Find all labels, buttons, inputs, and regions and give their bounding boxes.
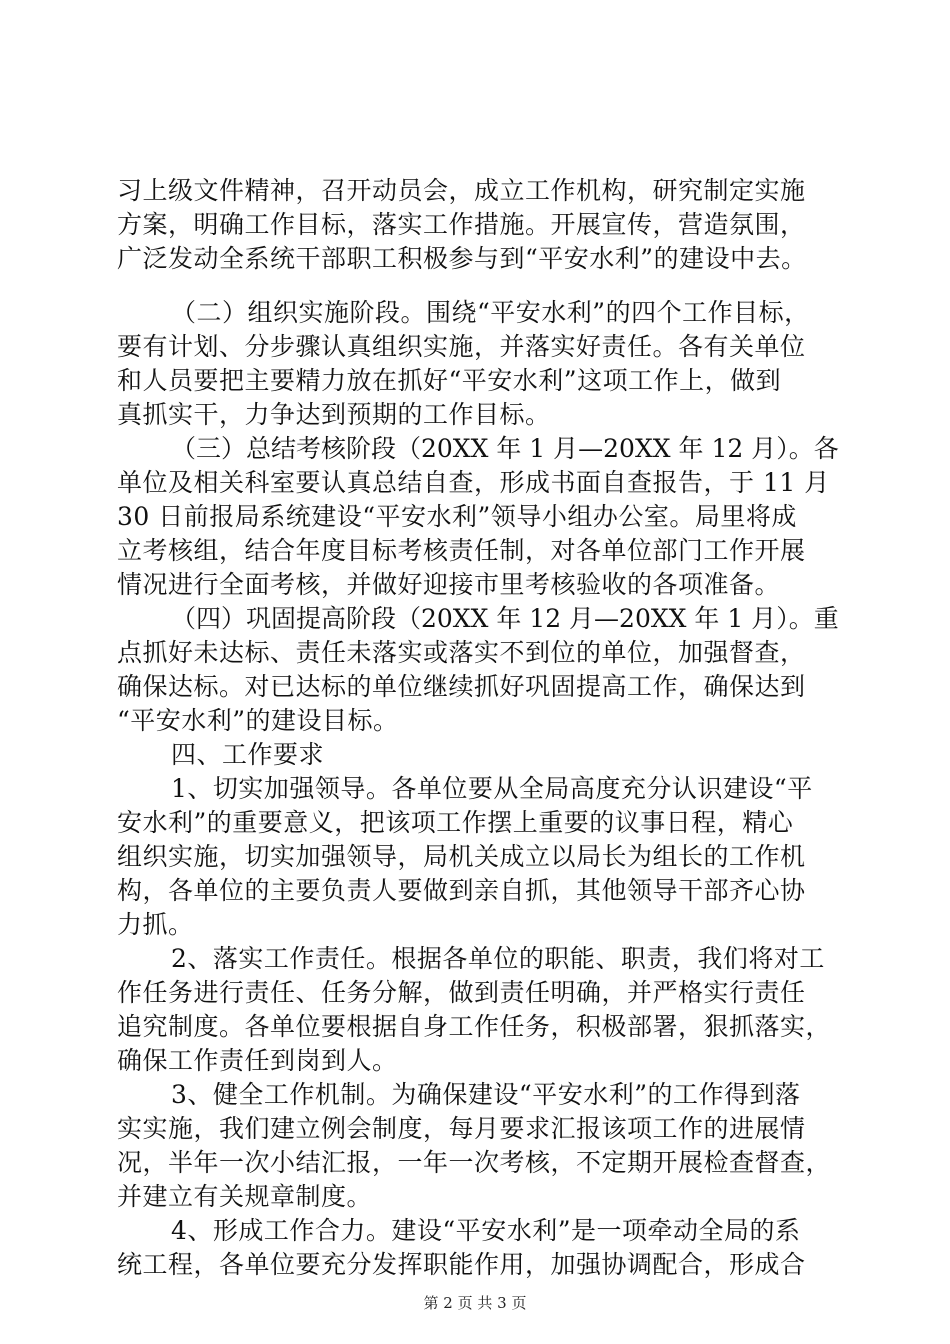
text-line: 广泛发动全系统干部职工积极参与到“平安水利”的建设中去。 (117, 244, 807, 273)
text-line: 和人员要把主要精力放在抓好“平安水利”这项工作上，做到 (117, 366, 782, 395)
text-line: 4、形成工作合力。建设“平安水利”是一项牵动全局的系 (171, 1216, 801, 1245)
text-line: 实实施，我们建立例会制度，每月要求汇报该项工作的进展情 (117, 1114, 806, 1143)
text-line: 作任务进行责任、任务分解，做到责任明确，并严格实行责任 (117, 978, 806, 1007)
page-number-footer: 第 2 页 共 3 页 (423, 1294, 527, 1312)
text-line: （三）总结考核阶段（20XX 年 1 月—20XX 年 12 月）。各 (171, 434, 839, 463)
text-line: 安水利”的重要意义，把该项工作摆上重要的议事日程，精心 (117, 808, 794, 837)
text-line: 情况进行全面考核，并做好迎接市里考核验收的各项准备。 (117, 570, 781, 599)
text-line: 况，半年一次小结汇报，一年一次考核，不定期开展检查督查， (117, 1148, 832, 1177)
text-line: 统工程，各单位要充分发挥职能作用，加强协调配合，形成合 (117, 1250, 806, 1279)
text-line: 点抓好未达标、责任未落实或落实不到位的单位，加强督查， (117, 638, 806, 667)
section-heading: 四、工作要求 (171, 740, 325, 769)
text-line: 构，各单位的主要负责人要做到亲自抓，其他领导干部齐心协 (117, 876, 806, 905)
text-line: 立考核组，结合年度目标考核责任制，对各单位部门工作开展 (117, 536, 806, 565)
text-line: 2、落实工作责任。根据各单位的职能、职责，我们将对工 (171, 944, 825, 973)
text-line: （四）巩固提高阶段（20XX 年 12 月—20XX 年 1 月）。重 (171, 604, 839, 633)
text-line: 单位及相关科室要认真总结自查，形成书面自查报告，于 11 月 (117, 468, 830, 497)
text-line: 力抓。 (117, 910, 194, 939)
text-line: 真抓实干，力争达到预期的工作目标。 (117, 400, 551, 429)
text-line: 3、健全工作机制。为确保建设“平安水利”的工作得到落 (171, 1080, 801, 1109)
text-line: 追究制度。各单位要根据自身工作任务，积极部署，狠抓落实， (117, 1012, 832, 1041)
text-line: 要有计划、分步骤认真组织实施，并落实好责任。各有关单位 (117, 332, 806, 361)
text-line: 方案，明确工作目标，落实工作措施。开展宣传，营造氛围， (117, 210, 806, 239)
text-line: 30 日前报局系统建设“平安水利”领导小组办公室。局里将成 (117, 502, 797, 531)
text-line: 习上级文件精神，召开动员会，成立工作机构，研究制定实施 (117, 176, 806, 205)
text-line: 1、切实加强领导。各单位要从全局高度充分认识建设“平 (171, 774, 813, 803)
text-line: 并建立有关规章制度。 (117, 1182, 373, 1211)
text-line: 组织实施，切实加强领导，局机关成立以局长为组长的工作机 (117, 842, 806, 871)
text-line: （二）组织实施阶段。围绕“平安水利”的四个工作目标， (171, 298, 810, 327)
text-line: 确保达标。对已达标的单位继续抓好巩固提高工作，确保达到 (117, 672, 806, 701)
text-line: “平安水利”的建设目标。 (117, 706, 399, 735)
text-line: 确保工作责任到岗到人。 (117, 1046, 398, 1075)
